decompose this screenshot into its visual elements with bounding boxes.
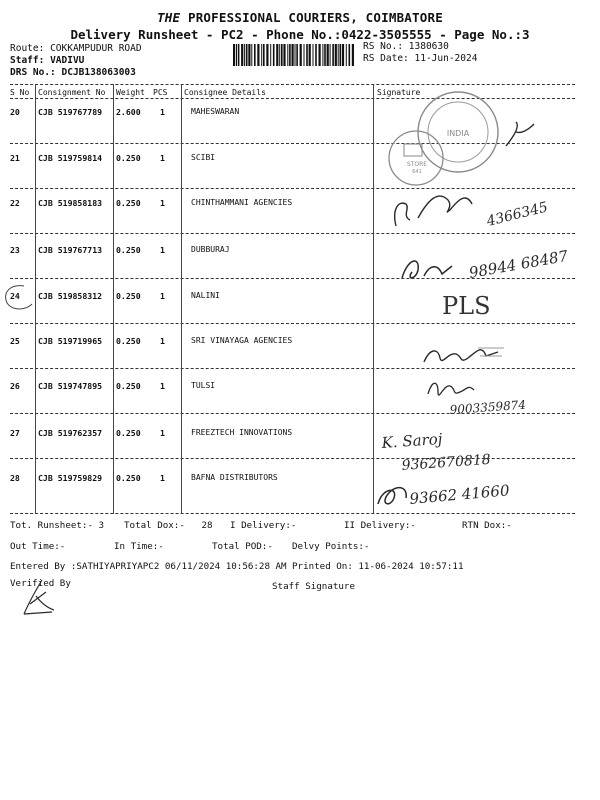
- row-consignee: FREEZTECH INNOVATIONS: [191, 428, 293, 437]
- barcode-bar: [248, 44, 250, 66]
- route-staff-block: [10, 43, 142, 79]
- tot-runsheet: Tot. Runsheet:- 3: [10, 520, 105, 531]
- runsheet-title: Delivery Runsheet - PC2 - Phone No.:0422-3505555 - Page No.:3: [70, 27, 530, 42]
- row-sno: 20: [10, 107, 20, 117]
- row-sno: 21: [10, 153, 20, 163]
- row-consignee: DUBBURAJ: [191, 245, 230, 254]
- verified-signature: [16, 576, 60, 620]
- col-header-pcs: PCS: [153, 88, 168, 97]
- staff-value: VADIVU: [50, 55, 85, 66]
- row27-name: K. Saroj: [381, 429, 443, 452]
- row-pcs: 1: [160, 336, 165, 346]
- barcode-bar: [352, 44, 354, 66]
- barcode-bar: [349, 44, 351, 66]
- barcode-bar: [332, 44, 334, 66]
- row27-phone: 9362670818: [401, 451, 492, 474]
- barcode-bar: [300, 44, 302, 66]
- row-pcs: 1: [160, 153, 165, 163]
- signature-row25: [418, 334, 508, 374]
- barcode-bar: [238, 44, 240, 66]
- barcode-bar: [327, 44, 329, 66]
- row-sno: 24: [10, 291, 20, 301]
- barcode-bar: [257, 44, 259, 66]
- col-divider: [113, 84, 114, 514]
- row-pcs: 1: [160, 198, 165, 208]
- barcode-bar: [309, 44, 311, 66]
- row-consignee: BAFNA DISTRIBUTORS: [191, 473, 278, 482]
- row-sno: 26: [10, 381, 20, 391]
- barcode-bar: [283, 44, 285, 66]
- rs-no-line: RS No.: 1380630: [363, 41, 449, 52]
- row-weight: 0.250: [116, 336, 141, 346]
- barcode-bar: [276, 44, 278, 66]
- signature-row24: [440, 284, 500, 324]
- col-header-consignment: Consignment No: [38, 88, 106, 97]
- rs-date-value: 11-Jun-2024: [414, 53, 478, 64]
- row-weight: 0.250: [116, 198, 141, 208]
- row24-circle-mark: [2, 282, 38, 314]
- barcode-bar: [335, 44, 337, 66]
- barcode-bar: [251, 44, 252, 66]
- row-sno: 25: [10, 336, 20, 346]
- rtn-dox: RTN Dox:-: [462, 520, 512, 531]
- barcode-bar: [340, 44, 342, 66]
- ii-delivery: II Delivery:-: [344, 520, 416, 531]
- barcode-bar: [270, 44, 271, 66]
- row-consignment: CJB 519762357: [38, 428, 103, 438]
- row-weight: 0.250: [116, 473, 141, 483]
- tot-runsheet-value: 3: [98, 520, 105, 531]
- row-weight: 0.250: [116, 428, 141, 438]
- col-header-consignee: Consignee Details: [184, 88, 266, 97]
- row22-phone: 4366345: [485, 199, 550, 230]
- drs-line: DRS No.: DCJB138063003: [10, 67, 136, 78]
- row-consignee: CHINTHAMMANI AGENCIES: [191, 198, 293, 207]
- rs-no-value: 1380630: [408, 41, 449, 52]
- row-weight: 0.250: [116, 153, 141, 163]
- i-delivery: I Delivery:-: [230, 520, 297, 531]
- rs-date-line: RS Date: 11-Jun-2024: [363, 53, 478, 64]
- barcode-bar: [289, 44, 291, 66]
- signature-row20: [500, 118, 540, 150]
- barcode-bar: [292, 44, 294, 66]
- table-top-rule: [10, 84, 575, 85]
- row-consignment: CJB 519759829: [38, 473, 103, 483]
- barcode-bar: [304, 44, 305, 66]
- row-weight: 0.250: [116, 245, 141, 255]
- barcode-bar: [338, 44, 339, 66]
- row-pcs: 1: [160, 107, 165, 117]
- row-pcs: 1: [160, 428, 165, 438]
- col-divider: [181, 84, 182, 514]
- row-consignment: CJB 519747895: [38, 381, 103, 391]
- barcode-bar: [322, 44, 323, 66]
- row-consignment: CJB 519719965: [38, 336, 103, 346]
- drs-value: DCJB138063003: [61, 67, 136, 78]
- row-consignee: NALINI: [191, 291, 220, 300]
- stamp2-text-1: STORE: [406, 161, 428, 168]
- row26-phone: 9003359874: [449, 397, 527, 417]
- col-header-sno: S No: [10, 88, 30, 97]
- company-rest: PROFESSIONAL COURIERS, COIMBATORE: [187, 10, 443, 25]
- barcode-bar: [319, 44, 321, 66]
- row-consignment: CJB 519759814: [38, 153, 103, 163]
- row-pcs: 1: [160, 381, 165, 391]
- col-divider: [373, 84, 374, 514]
- row-pcs: 1: [160, 245, 165, 255]
- row-consignee: TULSI: [191, 381, 216, 390]
- row-consignment: CJB 519858312: [38, 291, 103, 301]
- barcode-bar: [287, 44, 288, 66]
- signature-row28: [372, 474, 552, 514]
- barcode-bar: [236, 44, 237, 66]
- staff-line: Staff: VADIVU: [10, 55, 85, 66]
- barcode-bar: [306, 44, 308, 66]
- barcode-bar: [281, 44, 283, 66]
- barcode-bar: [261, 44, 262, 66]
- row-weight: 2.600: [116, 107, 141, 117]
- barcode-bar: [263, 44, 265, 66]
- col-header-weight: Weight: [116, 88, 145, 97]
- row-sno: 22: [10, 198, 20, 208]
- barcode-bar: [246, 44, 248, 66]
- barcode-bar: [313, 44, 314, 66]
- company-name: [0, 10, 600, 25]
- company-prefix: THE: [157, 10, 181, 25]
- row-consignee: SRI VINAYAGA AGENCIES: [191, 336, 293, 345]
- row-pcs: 1: [160, 291, 165, 301]
- stamp1-text: INDIA: [446, 129, 470, 138]
- total-dox: Total Dox:- 28: [124, 520, 213, 531]
- barcode-bar: [233, 44, 235, 66]
- row-consignment: CJB 519858183: [38, 198, 103, 208]
- row-sno: 23: [10, 245, 20, 255]
- row-consignee: SCIBI: [191, 153, 216, 162]
- total-pod: Total POD:-: [212, 541, 273, 552]
- barcode-bar: [295, 44, 296, 66]
- entered-by: Entered By :SATHIYAPRIYAPC2 06/11/2024 10:56:28 AM: [10, 561, 287, 572]
- row-consignee: MAHESWARAN: [191, 107, 240, 116]
- row-weight: 0.250: [116, 291, 141, 301]
- row-consignment: CJB 519767713: [38, 245, 103, 255]
- row-sno: 28: [10, 473, 20, 483]
- signature-row27: [378, 424, 548, 476]
- row-consignment: CJB 519767789: [38, 107, 103, 117]
- barcode-bar: [342, 44, 344, 66]
- stamp2-text-2: 641: [412, 169, 422, 175]
- in-time: In Time:-: [114, 541, 164, 552]
- total-dox-value: 28: [201, 520, 213, 531]
- barcode-bar: [279, 44, 280, 66]
- row-sno: 27: [10, 428, 20, 438]
- barcode: [232, 44, 356, 66]
- col-header-signature: Signature: [377, 88, 421, 97]
- row-weight: 0.250: [116, 381, 141, 391]
- barcode-bar: [244, 44, 245, 66]
- rs-block: [363, 41, 477, 65]
- delvy-points: Delvy Points:-: [292, 541, 370, 552]
- signature-row26: [422, 374, 582, 424]
- route-value: COKKAMPUDUR ROAD: [50, 43, 142, 54]
- route-line: Route: COKKAMPUDUR ROAD: [10, 43, 142, 54]
- barcode-bar: [241, 44, 243, 66]
- barcode-bar: [324, 44, 326, 66]
- staff-signature: Staff Signature: [272, 581, 355, 592]
- out-time: Out Time:-: [10, 541, 66, 552]
- verified-by: Verified By: [10, 578, 71, 589]
- printed-on: Printed On: 11-06-2024 10:57:11: [292, 561, 464, 572]
- row28-phone: 93662 41660: [408, 481, 511, 508]
- barcode-bar: [296, 44, 298, 66]
- barcode-bar: [254, 44, 256, 66]
- row23-phone: 98944 68487: [467, 246, 570, 282]
- barcode-bar: [330, 44, 331, 66]
- barcode-bar: [266, 44, 268, 66]
- row-pcs: 1: [160, 473, 165, 483]
- signature-row22: [388, 170, 578, 238]
- barcode-bar: [273, 44, 275, 66]
- barcode-bar: [346, 44, 347, 66]
- row24-note: PLS: [442, 292, 491, 320]
- barcode-bar: [315, 44, 317, 66]
